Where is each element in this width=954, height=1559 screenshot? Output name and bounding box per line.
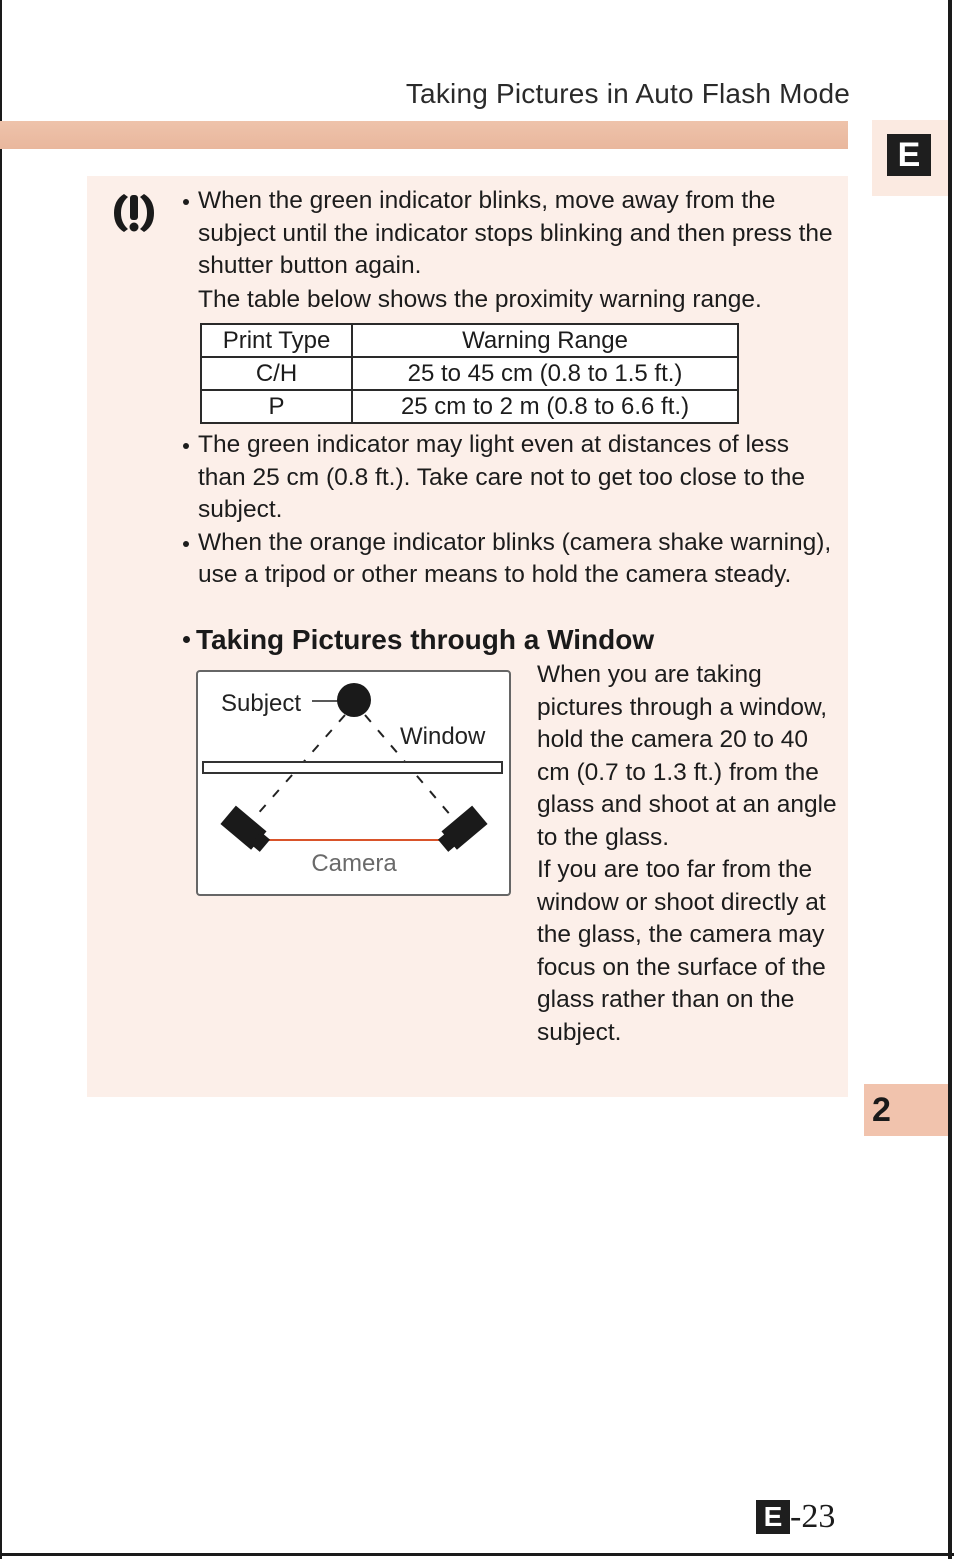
table-cell: C/H [201,357,352,390]
column-header-print-type: Print Type [201,324,352,357]
paragraph: If you are too far from the window or shoot directly at the glass, the camera may focus on the surface of the glass rather than on the subject. [537,856,826,1046]
table-row [201,390,738,423]
page-number-prefix: E [756,1500,790,1534]
list-item: When the green indicator blinks, move away from the subject until the indicator stops blinking and then press the shutter button again. [180,185,840,283]
window-label: Window [400,723,486,750]
table-header-row [201,324,738,357]
list-item: The green indicator may light even at distances of less than 25 cm (0.8 ft.). Take care not to get too close to the subject. [180,429,840,527]
proximity-warning-table [200,323,739,424]
section-heading-text: Taking Pictures through a Window [196,624,655,655]
caution-list-continued [180,429,840,592]
table-intro-note: The table below shows the proximity warning range. [198,286,762,313]
section-heading [180,624,654,656]
page-number-value: -23 [790,1498,836,1535]
chapter-tab: 2 [864,1084,948,1136]
caution-icon [110,190,158,236]
table-cell: 25 to 45 cm (0.8 to 1.5 ft.) [352,357,738,390]
page-title: Taking Pictures in Auto Flash Mode [405,78,850,109]
subject-icon [337,683,371,717]
page-edge-right [948,0,952,1559]
page-edge-left [0,0,2,1559]
table-row [201,357,738,390]
bullet-dot [183,636,190,643]
camera-label: Camera [311,850,397,877]
window-explanation [537,659,847,1049]
page-number [756,1497,835,1537]
window-diagram [195,669,513,899]
subject-label: Subject [221,690,302,717]
language-tab: E [887,134,931,176]
list-item: When the orange indicator blinks (camera shake warning), use a tripod or other means to hold the camera steady. [180,527,840,592]
page-edge-bottom [0,1553,954,1556]
table-cell: P [201,390,352,423]
table-cell: 25 cm to 2 m (0.8 to 6.6 ft.) [352,390,738,423]
paragraph: When you are taking pictures through a window, hold the camera 20 to 40 cm (0.7 to 1.3 ft.) from the glass and shoot at an angle to the glass. [537,661,837,851]
window-glass [203,762,502,773]
column-header-warning-range: Warning Range [352,324,738,357]
caution-list [180,185,840,283]
header-accent-bar [0,121,848,149]
